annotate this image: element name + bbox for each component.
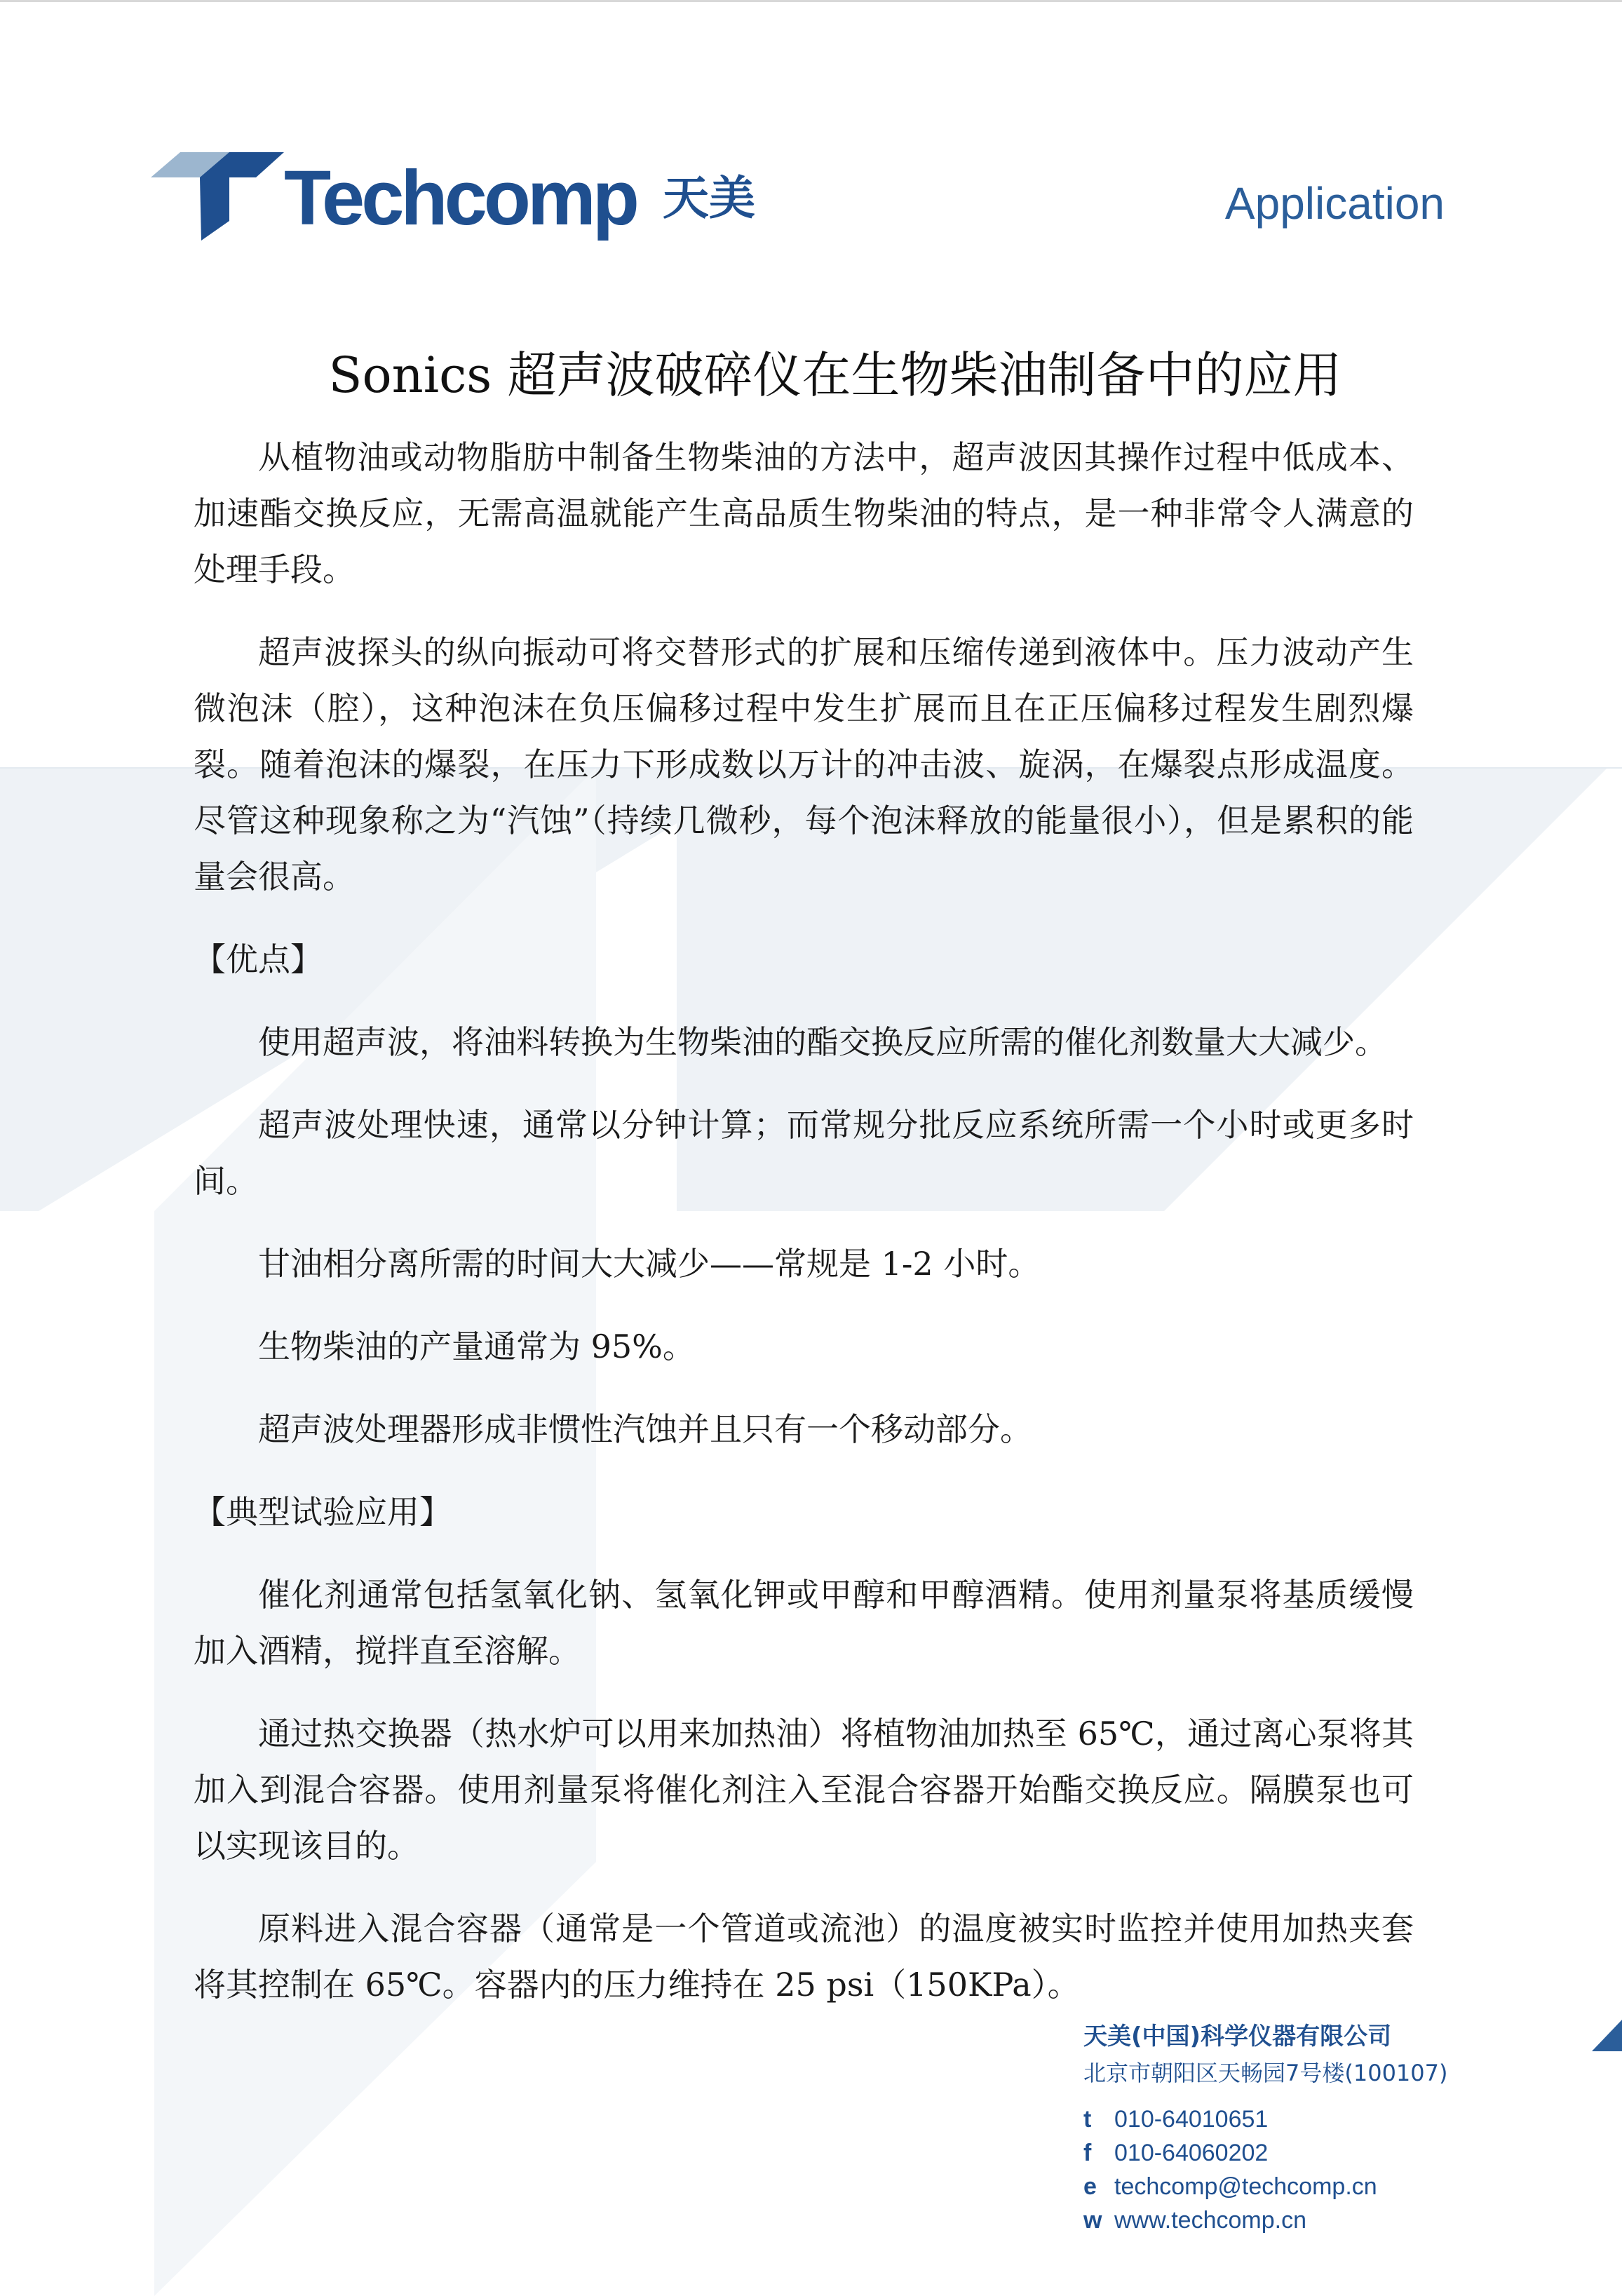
company-address: 北京市朝阳区天畅园7号楼(100107): [1083, 2060, 1448, 2086]
header: [0, 0, 1622, 281]
contact-value: 010-64010651: [1114, 2106, 1269, 2133]
logo-chinese-name: 天美: [663, 171, 755, 225]
contact-fax: [1083, 2136, 1588, 2170]
contact-value[interactable]: www.techcomp.cn: [1114, 2207, 1306, 2234]
contact-key: e: [1083, 2173, 1097, 2200]
document-title: Sonics 超声波破碎仪在生物柴油制备中的应用: [328, 346, 1342, 404]
footer-accent-icon: [1592, 2020, 1622, 2051]
document-body: [194, 337, 1414, 2039]
advantages-heading: 【优点】: [194, 940, 323, 978]
contact-block: [1083, 2018, 1588, 2237]
contact-key: w: [1083, 2207, 1102, 2234]
advantage-item: 超声波处理快速，通常以分钟计算；而常规分批反应系统所需一个小时或更多时间。: [194, 1106, 1414, 1200]
intro-paragraph: 从植物油或动物脂肪中制备生物柴油的方法中，超声波因其操作过程中低成本、加速酯交换反应，无需高温就能产生高品质生物柴油的特点，是一种非常令人满意的处理手段。: [194, 438, 1414, 588]
advantage-item: 甘油相分离所需的时间大大减少——常规是 1-2 小时。: [258, 1245, 1041, 1283]
applications-heading: 【典型试验应用】: [194, 1493, 452, 1531]
logo-wordmark: Techcomp: [284, 155, 636, 241]
application-item: 催化剂通常包括氢氧化钠、氢氧化钾或甲醇和甲醇酒精。使用剂量泵将基质缓慢加入酒精，搅拌直至溶解。: [194, 1576, 1414, 1670]
advantage-item: 生物柴油的产量通常为 95%。: [258, 1328, 695, 1365]
techcomp-logo-icon: [151, 151, 284, 242]
contact-email: [1083, 2170, 1588, 2203]
contact-key: f: [1083, 2140, 1092, 2166]
application-item: 原料进入混合容器（通常是一个管道或流池）的温度被实时监控并使用加热夹套将其控制在 65℃。容器内的压力维持在 25 psi（150KPa）。: [194, 1910, 1414, 2004]
contact-website: [1083, 2203, 1588, 2237]
advantage-item: 使用超声波，将油料转换为生物柴油的酯交换反应所需的催化剂数量大大减少。: [258, 1023, 1387, 1061]
application-label: Application: [1224, 178, 1445, 229]
advantage-item: 超声波处理器形成非惯性汽蚀并且只有一个移动部分。: [258, 1410, 1032, 1448]
application-item: 通过热交换器（热水炉可以用来加热油）将植物油加热至 65℃，通过离心泵将其加入到混合容器。使用剂量泵将催化剂注入至混合容器开始酯交换反应。隔膜泵也可以实现该目的。: [194, 1715, 1414, 1865]
mechanism-paragraph: 超声波探头的纵向振动可将交替形式的扩展和压缩传递到液体中。压力波动产生微泡沫（腔），这种泡沫在负压偏移过程中发生扩展而且在正压偏移过程发生剧烈爆裂。随着泡沫的爆裂，在压力下形成数以万计的冲击波、旋涡，在爆裂点形成温度。尽管这种现象称之为“汽蚀”（持续几微秒，每个泡沫释放的能量很小），但是累积的能量会很高。: [194, 633, 1414, 896]
contact-key: t: [1083, 2106, 1092, 2133]
contact-phone: [1083, 2102, 1588, 2136]
company-name: 天美(中国)科学仪器有限公司: [1083, 2022, 1392, 2051]
contact-value: 010-64060202: [1114, 2140, 1269, 2166]
contact-value[interactable]: techcomp@techcomp.cn: [1114, 2173, 1377, 2200]
